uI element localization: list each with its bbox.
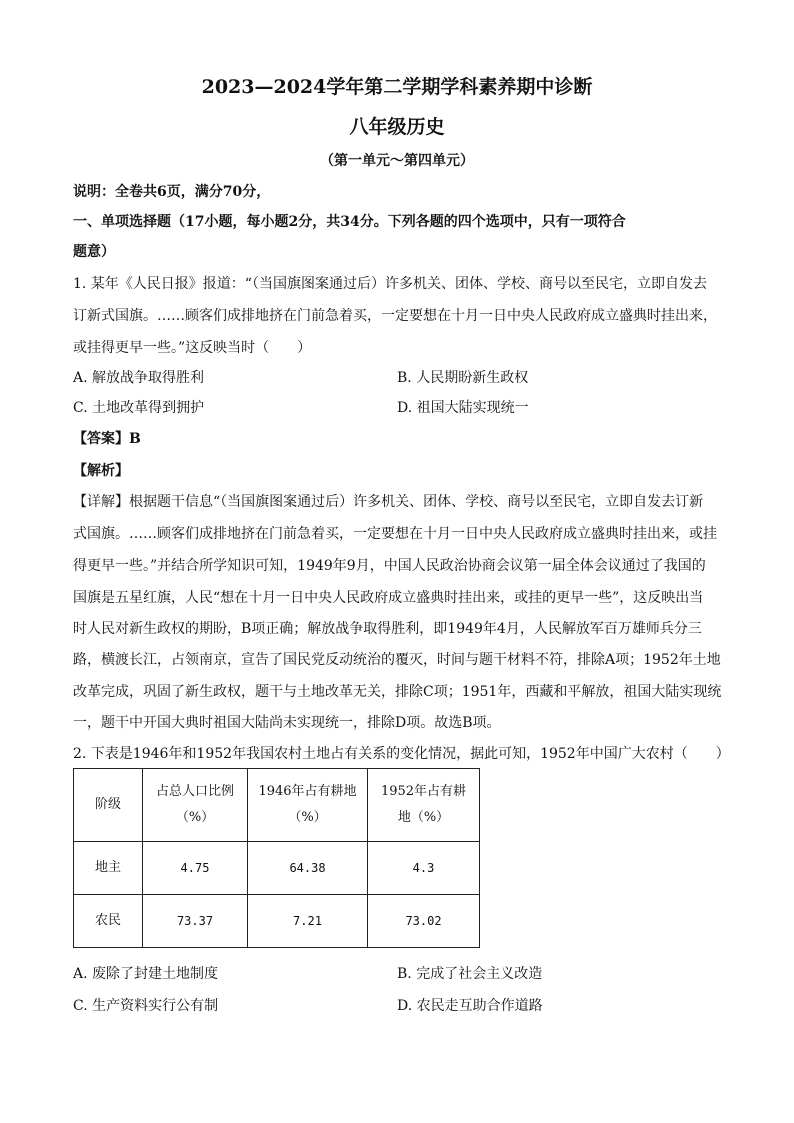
table-cell: 64.38 xyxy=(248,842,368,895)
section-heading: 一、单项选择题（17小题，每小题2分，共34分。下列各题的四个选项中，只有一项符合 xyxy=(73,214,626,230)
q2-option-c: C. 生产资料实行公有制 xyxy=(73,998,219,1014)
table-cell: 4.3 xyxy=(368,842,480,895)
q1-option-a: A. 解放战争取得胜利 xyxy=(73,370,205,386)
table-cell-class: 农民 xyxy=(74,895,143,948)
q1-detail-line: 一，题干中开国大典时祖国大陆尚未实现统一，排除D项。故选B项。 xyxy=(73,715,501,731)
table-row xyxy=(74,842,480,895)
q2-option-d: D. 农民走互助合作道路 xyxy=(397,998,543,1014)
table-cell: 7.21 xyxy=(248,895,368,948)
exam-scope: （第一单元～第四单元） xyxy=(320,153,474,169)
q1-analysis-tag: 【解析】 xyxy=(73,463,129,479)
q1-detail-line: 式国旗。……顾客们成排地挤在门前急着买，一定要想在十月一日中央人民政府成立盛典时挂出来，或挂 xyxy=(73,526,717,542)
table-row xyxy=(74,895,480,948)
table-header-cell: 1946年占有耕地（%） xyxy=(248,769,368,842)
q2-option-b: B. 完成了社会主义改造 xyxy=(397,966,543,982)
q1-detail-line: 国旗是五星红旗，人民“想在十月一日中央人民政府成立盛典时挂出来，或挂的更早一些”，这反映出当 xyxy=(73,590,704,606)
q1-option-c: C. 土地改革得到拥护 xyxy=(73,400,205,416)
table-header-cell: 1952年占有耕地（%） xyxy=(368,769,480,842)
instructions: 说明：全卷共6页，满分70分， xyxy=(73,184,271,200)
q1-detail-line: 路，横渡长江，占领南京，宣告了国民党反动统治的覆灭，时间与题干材料不符，排除A项；1952年土地 xyxy=(73,652,721,668)
land-ownership-table xyxy=(73,768,480,948)
q1-stem-line: 或挂得更早一些。”这反映当时（ ） xyxy=(73,340,312,356)
table-header-cell: 占总人口比例（%） xyxy=(143,769,248,842)
q2-option-a: A. 废除了封建土地制度 xyxy=(73,966,219,982)
q1-stem-line: 订新式国旗。……顾客们成排地挤在门前急着买，一定要想在十月一日中央人民政府成立盛典时挂出来， xyxy=(73,308,717,324)
q1-detail-line: 得更早一些。”并结合所学知识可知，1949年9月，中国人民政治协商会议第一届全体会议通过了我国的 xyxy=(73,558,706,574)
table-cell: 73.37 xyxy=(143,895,248,948)
section-heading-cont: 题意） xyxy=(73,244,115,260)
q1-option-b: B. 人民期盼新生政权 xyxy=(397,370,529,386)
q1-option-d: D. 祖国大陆实现统一 xyxy=(397,400,529,416)
table-cell: 4.75 xyxy=(143,842,248,895)
q1-detail-line: 【详解】根据题干信息“（当国旗图案通过后）许多机关、团体、学校、商号以至民宅，立即自发去订新 xyxy=(73,494,704,510)
q2-stem: 2. 下表是1946年和1952年我国农村土地占有关系的变化情况，据此可知，1952年中国广大农村（ ） xyxy=(73,746,730,762)
table-header-row xyxy=(74,769,480,842)
q1-stem-line: 1. 某年《人民日报》报道：“（当国旗图案通过后）许多机关、团体、学校、商号以至民宅，立即自发去 xyxy=(73,276,707,292)
exam-title: 2023—2024学年第二学期学科素养期中诊断 xyxy=(201,76,593,98)
q1-detail-line: 时人民对新生政权的期盼，B项正确；解放战争取得胜利，即1949年4月，人民解放军百万雄师兵分三 xyxy=(73,621,702,637)
table-cell-class: 地主 xyxy=(74,842,143,895)
table-header-cell: 阶级 xyxy=(74,769,143,842)
q1-answer: 【答案】B xyxy=(73,431,141,447)
q1-detail-line: 改革完成，巩固了新生政权，题干与土地改革无关，排除C项；1951年，西藏和平解放，祖国大陆实现统 xyxy=(73,684,722,700)
table-cell: 73.02 xyxy=(368,895,480,948)
exam-subject: 八年级历史 xyxy=(349,116,445,138)
